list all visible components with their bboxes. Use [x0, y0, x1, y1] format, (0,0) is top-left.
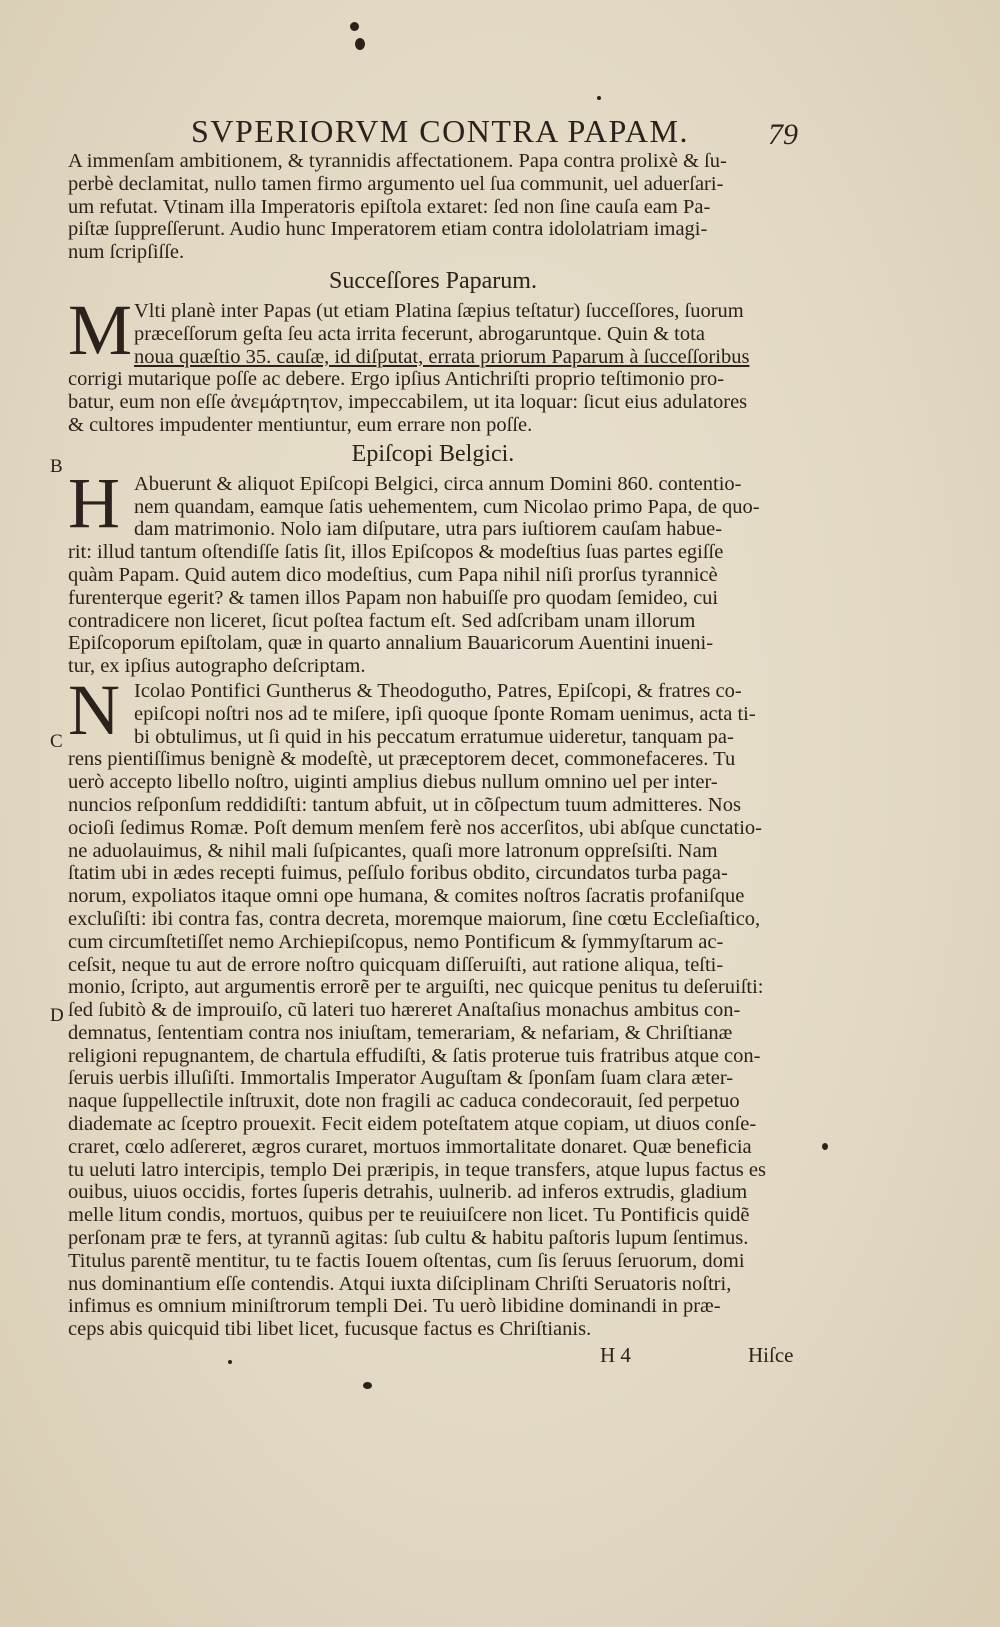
text-line: nem quandam, eamque ſatis uehementem, cum Nicolao primo Papa, de quo- — [134, 495, 760, 518]
text-line: ne aduolauimus, & nihil mali ſuſpicantes, quaſi more latronum oppreſsiſti. Nam — [68, 839, 718, 862]
text-line: A immenſam ambitionem, & tyrannidis affectationem. Papa contra prolixè & ſu- — [68, 150, 727, 172]
text-line: Icolao Pontifici Guntherus & Theodogutho, Patres, Epiſcopi, & fratres co- — [134, 679, 742, 702]
ink-speck — [228, 1360, 232, 1364]
text-line: dam matrimonio. Nolo iam diſputare, utra pars iuſtiorem cauſam habue- — [134, 518, 723, 541]
margin-letter-b: B — [50, 456, 63, 477]
text-line: ceſsit, neque tu aut de errore noſtro quicquam diſſeruiſti, aut ratione aliqua, teſti- — [68, 953, 724, 976]
text-line: religioni repugnantem, de chartula effudiſti, & ſatis proterue tuis fratribus atque con- — [68, 1044, 761, 1067]
text-body — [68, 150, 798, 1341]
ink-speck — [355, 38, 365, 50]
text-line: perbè declamitat, nullo tamen firmo argumento uel ſua communit, uel aduerſari- — [68, 172, 724, 195]
text-line: ſed ſubitò & de improuiſo, cũ lateri tuo hæreret Anaſtaſius monachus ambitus con- — [68, 999, 741, 1022]
text-line: furenterque egerit? & tamen illos Papam non habuiſſe pro quodam ſemideo, cui — [68, 586, 719, 609]
text-line: epiſcopi noſtri nos ad te miſere, ipſi quoque ſponte Romam uenimus, acta ti- — [134, 702, 756, 725]
text-line: batur, eum non eſſe ἀνεμάρτητον, impeccabilem, ut ita loquar: ſicut eius adulatores — [68, 391, 748, 414]
text-line: excluſiſti: ibi contra fas, contra decreta, moremque maiorum, ſine cœtu Eccleſiaſtico, — [68, 907, 761, 930]
ink-speck — [350, 22, 359, 31]
section-heading-successores: Succeſſores Paparum. — [329, 267, 537, 294]
text-line: naque ſuppellectile inſtruxit, dote non fragili ac caduca condecorauit, ſed perpetuo — [68, 1090, 740, 1113]
text-line: infimus es omnium miniſtrorum templi Dei. Tu uerò libidine dominandi in præ- — [68, 1295, 721, 1318]
section-heading-episcopi: Epiſcopi Belgici. — [351, 440, 515, 467]
text-line: Epiſcoporum epiſtolam, quæ in quarto annalium Bauaricorum Auentini inueni- — [68, 632, 714, 655]
running-head: SVPERIORVM CONTRA PAPAM. — [191, 113, 689, 149]
text-line: Vlti planè inter Papas (ut etiam Platina ſæpius teſtatur) ſucceſſores, ſuorum — [134, 299, 744, 322]
text-line: Titulus parentẽ mentitur, tu te factis Iouem oſtentas, cum ſis ſeruus ſeruorum, domi — [68, 1249, 745, 1272]
text-line: cum circumſtetiſſet nemo Archiepiſcopus, nemo Pontificum & ſymmyſtarum ac- — [68, 930, 724, 953]
text-line: craret, cœlo adſereret, ægros curaret, mortuos immortalitate donaret. Quæ beneficia — [68, 1135, 752, 1158]
folio-number: 79 — [768, 118, 798, 151]
text-line: uerò accepto libello noſtro, uiginti amplius diebus nullum omnino uel per inter- — [68, 771, 718, 794]
ink-speck — [363, 1382, 372, 1389]
text-line: ſtatim ubi in ædes recepti fuimus, peſſulo foribus obdito, circundatos turba paga- — [68, 862, 728, 885]
text-line: piſtæ ſuppreſſerunt. Audio hunc Imperatorem etiam contra idololatriam imagi- — [68, 218, 708, 241]
text-line: & cultores impudenter mentiuntur, eum errare non poſſe. — [68, 413, 533, 436]
text-line: Abuerunt & aliquot Epiſcopi Belgici, circa annum Domini 860. contentio- — [134, 472, 742, 495]
catchword: Hiſce — [748, 1343, 794, 1367]
text-line: ſeruis uerbis illuſiſti. Immortalis Imperator Auguſtam & ſponſam ſuam clara æter- — [68, 1067, 734, 1090]
paragraph-successores — [68, 289, 798, 437]
text-line: rit: illud tantum oſtendiſſe ſatis ſit, illos Epiſcopos & modeſtius ſuas partes egiſſe — [68, 541, 724, 564]
text-line: ocioſi ſedimus Romæ. Poſt demum menſem ferè nos accerſitos, ubi abſque cunctatio- — [68, 816, 762, 839]
text-line: tur, ex ipſius autographo deſcriptam. — [68, 655, 366, 678]
text-line: bi obtulimus, ut ſi quid in his peccatum erratumue uideretur, tanquam pa- — [134, 725, 734, 748]
text-line: tu ueluti latro intercipis, templo Dei præripis, in teque transfers, atque lupus factus es — [68, 1158, 766, 1181]
text-line: corrigi mutarique poſſe ac debere. Ergo ipſius Antichriſti proprio teſtimonio pro- — [68, 368, 725, 391]
text-line: um refutat. Vtinam illa Imperatoris epiſtola extaret: ſed non ſine cauſa eam Pa- — [68, 195, 711, 218]
text-line: ceps abis quicquid tibi libet licet, fucusque factus es Chriſtianis. — [68, 1318, 592, 1341]
paragraph-intro — [68, 150, 798, 264]
paragraph-episcopi — [68, 462, 798, 678]
text-line: nuncios reſponſum reddidiſti: tantum abfuit, ut in cõſpectum tuum admitteres. Nos — [68, 793, 741, 816]
text-line: perſonam præ te fers, at tyrannũ agitas: ſub cultu & habitu paſtoris lupum ſentimus. — [68, 1227, 749, 1250]
text-line: num ſcripſiſſe. — [68, 241, 185, 264]
drop-cap: N — [68, 669, 120, 750]
text-line: demnatus, ſententiam contra nos iniuſtam, temerariam, & nefariam, & Chriſtianæ — [68, 1021, 733, 1044]
text-line: melle litum condis, mortuos, quibus per te reuiuiſcere non licet. Tu Pontificis quidẽ — [68, 1204, 750, 1227]
text-line: diademate ac ſceptro prouexit. Fecit eidem poteſtatem atque copiam, ut diuos conſe- — [68, 1113, 757, 1136]
margin-letter-d: D — [50, 1005, 64, 1026]
drop-cap: M — [68, 289, 133, 370]
signature-mark: H 4 — [600, 1343, 631, 1367]
paragraph-epistola — [68, 669, 798, 1341]
text-line: norum, expoliatos itaque omni ope humana, & comites noſtros ſacratis profaniſque — [68, 885, 745, 908]
text-line: noua quæſtio 35. cauſæ, id diſputat, errata priorum Paparum à ſucceſſoribus — [134, 345, 750, 368]
ink-speck — [822, 1143, 828, 1150]
text-line: rens pientiſſimus benignè & modeſtè, ut præceptorem decet, commonefaceres. Tu — [68, 748, 736, 771]
ink-speck — [597, 96, 601, 100]
text-line: præceſſorum geſta ſeu acta irrita fecerunt, abrogaruntque. Quin & tota — [134, 322, 705, 345]
text-line: nus dominantium eſſe contendis. Atqui iuxta diſciplinam Chriſti Seruatoris noſtri, — [68, 1272, 732, 1295]
text-line: contradicere non liceret, ſicut poſtea factum eſt. Sed adſcribam unam illorum — [68, 609, 696, 632]
margin-letter-c: C — [50, 731, 63, 752]
drop-cap: H — [68, 462, 120, 543]
text-line: ouibus, uiuos occidis, fortes ſuperis detrahis, uulnerib. ad inferos extrudis, gladium — [68, 1181, 748, 1204]
text-line: monio, ſcripto, aut argumentis errorẽ per te arguiſti, nec quicque penitus tu deſeruiſti: — [68, 976, 764, 999]
text-line: quàm Papam. Quid autem dico modeſtius, cum Papa nihil niſi prorſus tyrannicè — [68, 563, 718, 586]
